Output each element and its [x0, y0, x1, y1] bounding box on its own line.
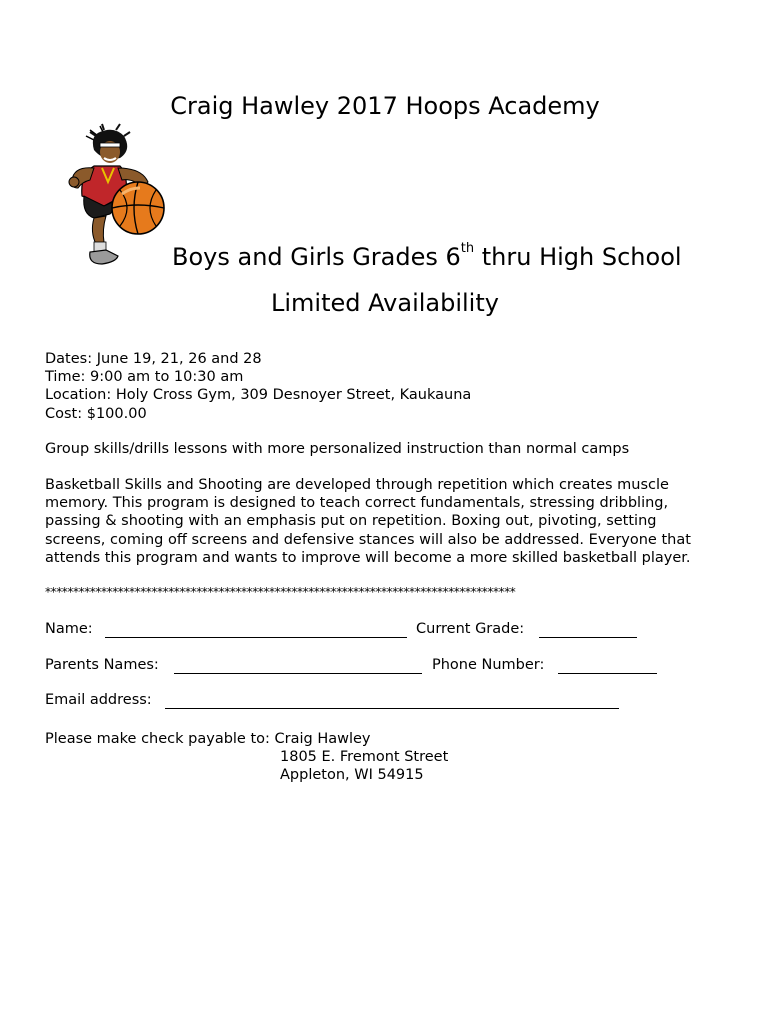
address-city: Appleton, WI 54915: [280, 767, 424, 784]
address-street: 1805 E. Fremont Street: [280, 749, 449, 765]
event-details: [45, 350, 471, 423]
name-field[interactable]: [105, 637, 407, 638]
phone-number-label: Phone Number:: [432, 657, 545, 673]
asterisk-separator: ************************************************************************************: [45, 585, 516, 599]
description-paragraph: [45, 476, 735, 567]
email-address-field[interactable]: [165, 708, 619, 709]
cost-line: Cost: $100.00: [45, 405, 147, 422]
availability-heading: Limited Availability: [271, 289, 499, 317]
grades-subtitle: [172, 243, 682, 271]
grades-subtitle-superscript: th: [460, 241, 475, 256]
description-line: screens, coming off screens and defensive stances will also be addressed. Everyone that: [45, 531, 691, 548]
phone-number-field[interactable]: [558, 673, 657, 674]
mailing-address: [280, 748, 448, 784]
description-line: memory. This program is designed to teach correct fundamentals, stressing dribbling,: [45, 495, 669, 512]
name-label: Name:: [45, 621, 93, 637]
time-line: Time: 9:00 am to 10:30 am: [45, 369, 244, 386]
parents-names-label: Parents Names:: [45, 657, 159, 673]
description-line: passing & shooting with an emphasis put on repetition. Boxing out, pivoting, setting: [45, 513, 657, 530]
description-line: Basketball Skills and Shooting are developed through repetition which creates muscle: [45, 477, 669, 493]
email-address-label: Email address:: [45, 692, 152, 708]
grades-subtitle-rest: thru High School: [474, 243, 682, 271]
location-line: Location: Holy Cross Gym, 309 Desnoyer Street, Kaukauna: [45, 387, 472, 404]
basketball-player-icon: [60, 122, 178, 272]
current-grade-label: Current Grade:: [416, 621, 525, 637]
payable-to-line: Please make check payable to: Craig Hawley: [45, 731, 371, 747]
grades-subtitle-main: Boys and Girls Grades 6: [172, 243, 461, 271]
group-lessons-text: Group skills/drills lessons with more personalized instruction than normal camps: [45, 441, 630, 457]
flyer-title: Craig Hawley 2017 Hoops Academy: [170, 92, 600, 120]
parents-names-field[interactable]: [174, 673, 422, 674]
dates-line: Dates: June 19, 21, 26 and 28: [45, 351, 262, 367]
description-line: attends this program and wants to improve will become a more skilled basketball player.: [45, 549, 691, 566]
current-grade-field[interactable]: [539, 637, 637, 638]
